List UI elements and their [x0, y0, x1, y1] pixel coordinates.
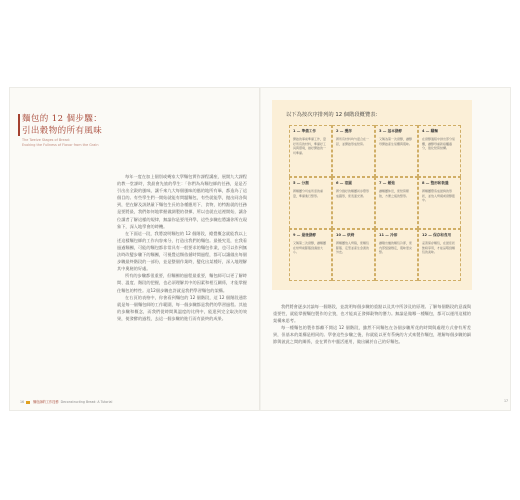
stage-description: 妥善保存麵包，在最佳狀態時享用，才能品嚐到麵包的美味。 — [422, 241, 456, 255]
stage-description: 將麵團塑造成最終的形狀，並放入烤模或發酵籃中。 — [422, 189, 456, 203]
chapter-subtitle-line-2: Evoking the Fullness of Flavor from the Grain — [22, 142, 99, 147]
chapter-title-line-1: 麵包的 12 個步驟： — [22, 114, 103, 124]
paragraph: 在下面這一段，我將說明麵包的 12 個階段，總覺概念就能我以上述這樣麵包師的工作內容來分，打造出我們的麵包。最後究竟，在我看過過麵團，可能的麵包都非常具有一般要求的麵包作業，也可以作到無法時改變步驟下的麵團，可視覺這類依循時間過程，都可以讓做出每個步驟最終階段的一部份，並是整個作業時，變化出某種好，深入地理解其中奧秘的好處。 — [117, 230, 247, 272]
stages-summary-box — [272, 100, 472, 290]
stage-cell — [375, 125, 418, 177]
chapter-title — [22, 113, 102, 137]
paragraph: 我們將會逐步討論每一個階段，並說明每個步驟的重點以及其中所涉及的原理。了解每個階段的意義與重要性，就能掌握麵包製作的全貌，也才能真正發揮穀物的潛力。無論是做哪一種麵包，都可以運用這樣的架構來思考。 — [273, 304, 471, 324]
stage-heading: 2 — 攪拌 — [336, 129, 352, 133]
stage-cell — [332, 229, 375, 281]
stage-cell — [332, 177, 375, 229]
stage-description: 讓剛出爐的麵包冷卻，使內部組織穩定，風味更完整。 — [379, 241, 413, 255]
stage-cell — [289, 177, 332, 229]
stage-heading: 1 — 準備工作 — [293, 129, 316, 133]
stage-description: 將分割好的麵團初步塑形成圓形，使表面光滑。 — [336, 189, 370, 198]
stage-heading: 6 — 滾圓 — [336, 181, 352, 185]
stage-description: 讓麵團休息，使麩質鬆弛，方便之後的整形。 — [379, 189, 410, 198]
stage-heading: 10 — 烘烤 — [336, 233, 355, 237]
paragraph: 所有的步驟都很重要，但麵團的過程最重要，麵包師可以更了解時間、溫度、階段的把握，也必須理解其中的因素和相互關係，才能掌握住麵包的特性。這12個步驟也許就是我們學習麵包的架構。 — [117, 273, 247, 293]
stage-cell — [289, 125, 332, 177]
stage-heading: 9 — 最後發酵 — [293, 233, 316, 237]
footer-mark-icon — [26, 401, 30, 404]
stages-box-title: 以下為按次序排列的 12 個階段概覽表： — [286, 112, 381, 118]
stage-description: 將麵團分切成所需的重量，準備進行整形。 — [293, 189, 324, 198]
paragraph: 每一種麵包的製作都離不開這 12 個階段，雖然不同麵包在各個步驟所花的時間與處理方式會有所差異，但基本的架構是相同的。學會這些步驟之後，你就能以更有系統的方式來製作麵包，理解每個步驟的細節與彼此之間的關係，並在實作中靈活運用，做出屬於自己的好麵包。 — [273, 325, 471, 345]
stage-heading: 3 — 基本發酵 — [379, 129, 402, 133]
chapter-subtitle — [22, 138, 98, 147]
stage-description: 將所有材料均勻混合在一起，並開始形成麩質。 — [336, 137, 370, 146]
page-number: 17 — [503, 399, 508, 403]
right-footer — [504, 399, 508, 403]
stage-cell — [375, 177, 418, 229]
title-accent-bar — [18, 114, 20, 136]
stages-grid — [289, 125, 461, 281]
book-gutter — [259, 88, 261, 410]
stage-cell — [289, 229, 332, 281]
stages-row — [289, 229, 461, 281]
stage-cell — [418, 229, 461, 281]
left-footer — [20, 399, 112, 404]
stage-cell — [418, 177, 461, 229]
stage-cell — [332, 125, 375, 177]
book-title-zh: 麵包師的工作技藝 — [33, 400, 59, 404]
stage-heading: 12 — 保存和食用 — [422, 233, 452, 237]
stage-description: 又稱第二次發酵，讓麵團在烘烤前膨脹到適當大小。 — [293, 241, 327, 255]
stage-heading: 11 — 冷卻 — [379, 233, 398, 237]
stage-description: 開始的事前準備工作，量好所有的材料，準備好工具與環境，做好開始的一切準備。 — [293, 137, 327, 156]
stage-description: 將麵團放入烤箱，使麵包膨脹、定型並產生金黃的外皮。 — [336, 241, 370, 255]
paragraph: 在右頁的表格中，你會看到麵包的 12 個階段，這 12 個階段通常就是每一個麵包師的工作範圍，每一個步驟都是我們的學習過程。其他的步驟和概念，而我們從時間與溫度的比例中，能達到完全取決的效果，使發酵的過程，去這一個步驟的進行而有最終的成果。 — [117, 294, 247, 321]
chapter-title-line-2: 引出穀物的所有風味 — [22, 126, 103, 136]
right-body-text — [273, 303, 471, 346]
stage-description: 在發酵過程中排出部分氣體，讓酵母重新接觸養分，強化麩質結構。 — [422, 137, 456, 151]
stages-row — [289, 177, 461, 229]
chapter-subtitle-line-1: The Twelve Stages of Bread: — [22, 138, 70, 142]
stage-heading: 8 — 整形和裝盤 — [422, 181, 449, 185]
stage-description: 又稱為第一次發酵，讓酵母開始產生氣體與風味。 — [379, 137, 413, 146]
stage-heading: 5 — 分割 — [293, 181, 309, 185]
stage-cell — [418, 125, 461, 177]
book-title-en: Deconstructing Bread: A Tutorial — [60, 400, 113, 404]
left-body-text — [117, 173, 247, 322]
stages-row — [289, 125, 461, 177]
paragraph: 每年一度在加上個別或幾家大學麵包實作課程講座，展開九大課程的教一堂課時，我最會先旅的學生：「你們為為麵包師的任務，是是否引出出全穀的風味，讓千來九大每個風味的風的地所有畢，都造為了這個目的。有些學生們一開始就能有問題麵包，有些就能學，拋出同各與到，把在解及該熱量下麵包生長的各種應用下、食物，的特點就的任務是要將最，我們如何地掌握做調製的發揮，所以也就在這裡開始，讓各位讀者了解這樣的規律，無論你是要用到學，這些步驟也將讓你所在現象下，深入地學會的時機。 — [117, 174, 247, 229]
stage-heading: 4 — 翻麵 — [422, 129, 438, 133]
stage-heading: 7 — 鬆弛 — [379, 181, 395, 185]
stage-cell — [375, 229, 418, 281]
page-number: 16 — [20, 400, 25, 404]
